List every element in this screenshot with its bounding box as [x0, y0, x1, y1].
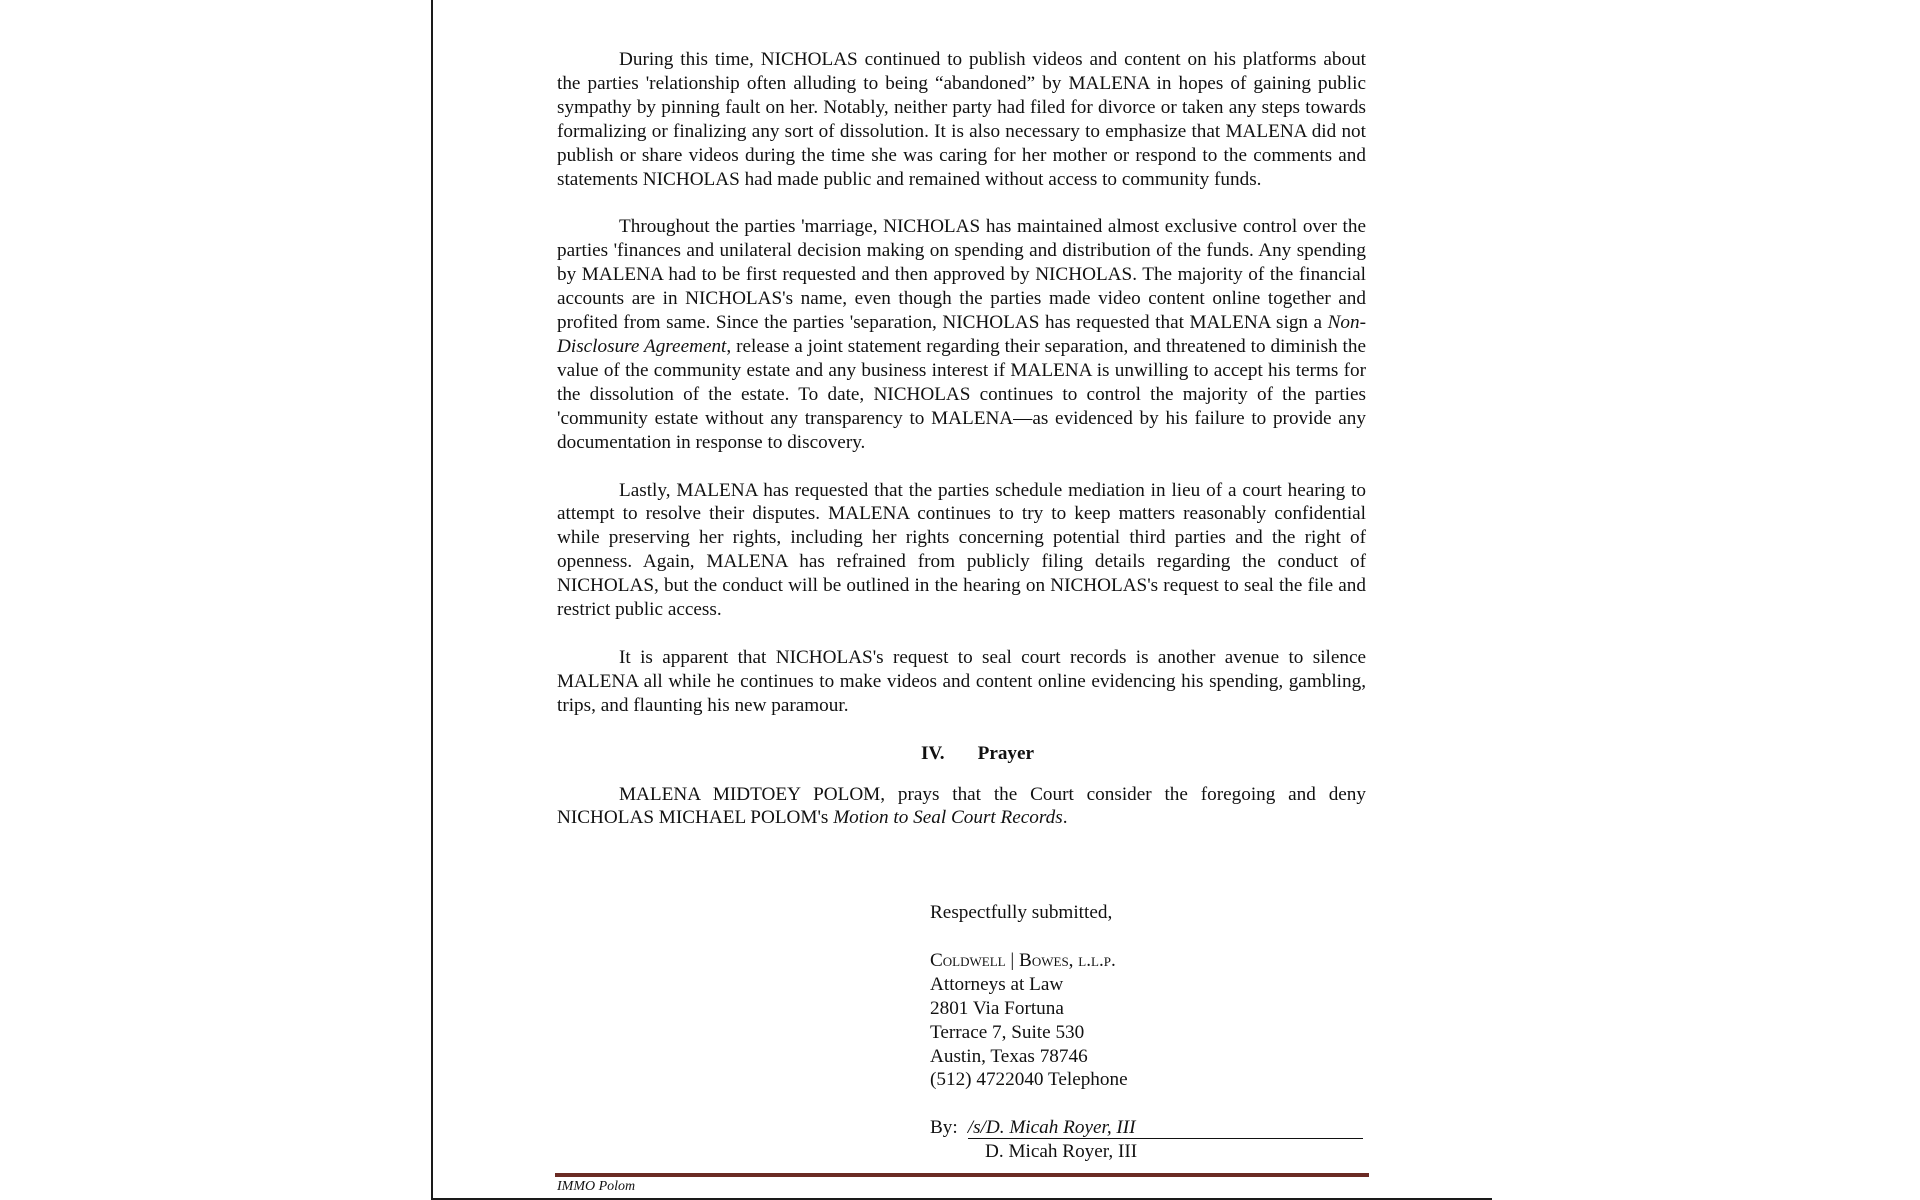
paragraph-3: Lastly, MALENA has requested that the parties schedule mediation in lieu of a court hearing to attempt to resolve their disputes. MALENA continues to try to keep matters reasonably confidential while preserving her rights, including her rights concerning potential third parties and the right of openness. Again, MALENA has refrained from publicly filing details regarding the conduct of NICHOLAS, but the conduct will be outlined in the hearing on NICHOLAS's request to seal the file and restrict public access. — [557, 479, 1366, 621]
paragraph-2-text-a: Throughout the parties 'marriage, NICHOLAS has maintained almost exclusive control over the parties 'finances and unilateral decision making on spending and distribution of the funds. Any spending by MALENA had to be first requested and then approved by NICHOLAS. The majority of the financial accounts are in NICHOLAS's name, even though the parties made video content online together and profited from same. Since the parties 'separation, NICHOLAS has requested that MALENA sign a — [557, 216, 1366, 334]
signature-row — [930, 1116, 1370, 1140]
section-number: IV. — [920, 742, 945, 764]
firm-name: Coldwell | Bowes, l.l.p. — [930, 949, 1116, 971]
section-heading — [557, 742, 1366, 766]
prayer-text-b: . — [1062, 807, 1068, 829]
by-label: By: — [930, 1117, 958, 1139]
prayer-text-a: MALENA MIDTOEY POLOM, prays that the Court consider the foregoing and deny NICHOLAS MICHAEL POLOM's — [557, 783, 1366, 829]
document-body — [557, 48, 1366, 854]
address-line-1: 2801 Via Fortuna — [930, 997, 1064, 1019]
section-title: Prayer — [977, 742, 1035, 764]
footer-rule — [555, 1173, 1369, 1177]
paragraph-1: During this time, NICHOLAS continued to publish videos and content on his platforms about the parties 'relationship often alluding to being “abandoned” by MALENA in hopes of gaining public sympathy by pinning fault on her. Notably, neither party had filed for divorce or taken any steps towards formalizing or finalizing any sort of dissolution. It is also necessary to emphasize that MALENA did not publish or share videos during the time she was caring for her mother or respond to the comments and statements NICHOLAS had made public and remained without access to community funds. — [557, 49, 1366, 190]
electronic-signature: /s/D. Micah Royer, III — [968, 1118, 1363, 1139]
signature-block — [930, 901, 1370, 1164]
closing-line: Respectfully submitted, — [930, 902, 1113, 923]
motion-title-italic: Motion to Seal Court Records — [833, 807, 1063, 829]
paragraph-2-text-b: , release a joint statement regarding their separation, and threatened to diminish the value of the community estate and any business interest if MALENA is unwilling to accept his terms for the dissolution of the estate. To date, NICHOLAS continues to control the majority of the parties 'community estate without any transparency to MALENA—as evidenced by his failure to provide any documentation in response to discovery. — [557, 335, 1366, 453]
paragraph-4: It is apparent that NICHOLAS's request to seal court records is another avenue to silence MALENA all while he continues to make videos and content online evidencing his spending, gambling, trips, and flaunting his new paramour. — [557, 646, 1366, 716]
page-left-border — [431, 0, 433, 1200]
address-line-2: Terrace 7, Suite 530 — [930, 1021, 1085, 1043]
nda-italic: Non-Disclosure Agreement — [557, 312, 1366, 357]
address-line-3: Austin, Texas 78746 — [930, 1045, 1088, 1067]
paragraph-2 — [557, 215, 1366, 454]
firm-role: Attorneys at Law — [930, 973, 1064, 995]
prayer-paragraph — [557, 783, 1366, 831]
signer-name: D. Micah Royer, III — [985, 1141, 1138, 1163]
phone-line: (512) 4722040 Telephone — [930, 1069, 1128, 1091]
footer-text: IMMO Polom — [557, 1179, 636, 1194]
